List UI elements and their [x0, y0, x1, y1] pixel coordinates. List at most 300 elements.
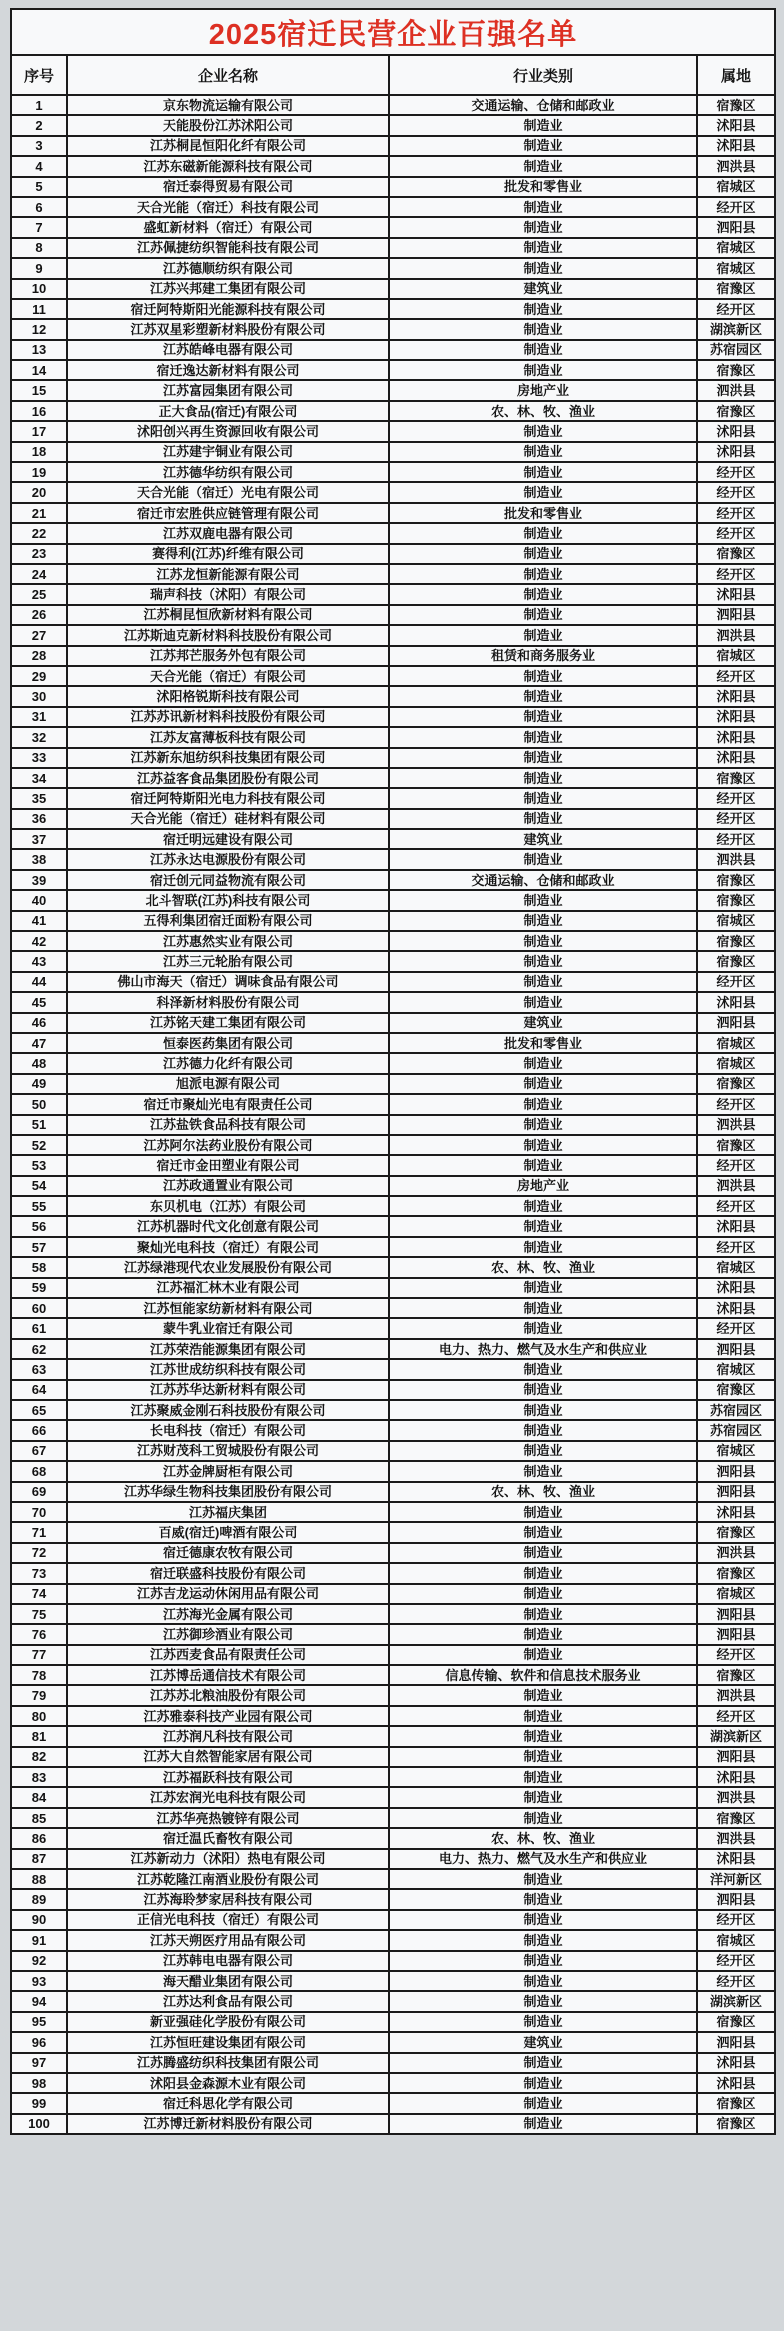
- industry-cell: 制造业: [389, 1318, 697, 1338]
- region-cell: 泗阳县: [697, 1747, 775, 1767]
- table-row: [11, 931, 775, 951]
- company-cell: 沭阳创兴再生资源回收有限公司: [67, 421, 389, 441]
- company-cell: 江苏德力化纤有限公司: [67, 1053, 389, 1073]
- region-cell: 沭阳县: [697, 1216, 775, 1236]
- region-cell: 宿城区: [697, 911, 775, 931]
- table-row: [11, 564, 775, 584]
- industry-cell: 制造业: [389, 1930, 697, 1950]
- region-cell: 泗阳县: [697, 1889, 775, 1909]
- company-cell: 江苏福汇林木业有限公司: [67, 1278, 389, 1298]
- rank-cell: 71: [11, 1522, 67, 1542]
- rank-cell: 69: [11, 1482, 67, 1502]
- region-cell: 宿豫区: [697, 951, 775, 971]
- industry-cell: 制造业: [389, 686, 697, 706]
- company-cell: 江苏腾盛纺织科技集团有限公司: [67, 2053, 389, 2073]
- company-cell: 江苏韩电电器有限公司: [67, 1951, 389, 1971]
- rank-cell: 50: [11, 1094, 67, 1114]
- region-cell: 泗洪县: [697, 1828, 775, 1848]
- industry-cell: 制造业: [389, 1359, 697, 1379]
- rank-cell: 36: [11, 809, 67, 829]
- region-cell: 泗阳县: [697, 605, 775, 625]
- region-cell: 沭阳县: [697, 748, 775, 768]
- region-cell: 泗洪县: [697, 1176, 775, 1196]
- region-cell: 宿豫区: [697, 2093, 775, 2113]
- table-row: [11, 462, 775, 482]
- region-cell: 经开区: [697, 503, 775, 523]
- company-cell: 宿迁明远建设有限公司: [67, 829, 389, 849]
- region-cell: 经开区: [697, 666, 775, 686]
- industry-cell: 制造业: [389, 1135, 697, 1155]
- region-cell: 泗阳县: [697, 217, 775, 237]
- region-cell: 经开区: [697, 299, 775, 319]
- rank-cell: 16: [11, 401, 67, 421]
- region-cell: 湖滨新区: [697, 319, 775, 339]
- company-cell: 江苏建宇铜业有限公司: [67, 442, 389, 462]
- company-cell: 江苏御珍酒业有限公司: [67, 1624, 389, 1644]
- rank-cell: 96: [11, 2032, 67, 2052]
- region-cell: 经开区: [697, 1155, 775, 1175]
- rank-cell: 41: [11, 911, 67, 931]
- region-cell: 宿豫区: [697, 2114, 775, 2134]
- table-row: [11, 319, 775, 339]
- rank-cell: 73: [11, 1563, 67, 1583]
- company-cell: 天能股份江苏沭阳公司: [67, 115, 389, 135]
- rank-cell: 8: [11, 238, 67, 258]
- company-cell: 恒泰医药集团有限公司: [67, 1033, 389, 1053]
- industry-cell: 信息传输、软件和信息技术服务业: [389, 1665, 697, 1685]
- company-cell: 聚灿光电科技（宿迁）有限公司: [67, 1237, 389, 1257]
- industry-cell: 制造业: [389, 1380, 697, 1400]
- company-cell: 江苏乾隆江南酒业股份有限公司: [67, 1869, 389, 1889]
- industry-cell: 制造业: [389, 319, 697, 339]
- industry-cell: 批发和零售业: [389, 1033, 697, 1053]
- industry-cell: 制造业: [389, 1543, 697, 1563]
- rank-cell: 5: [11, 177, 67, 197]
- industry-cell: 制造业: [389, 2114, 697, 2134]
- rank-cell: 47: [11, 1033, 67, 1053]
- company-cell: 五得利集团宿迁面粉有限公司: [67, 911, 389, 931]
- table-row: [11, 809, 775, 829]
- industry-cell: 建筑业: [389, 1013, 697, 1033]
- rank-cell: 87: [11, 1849, 67, 1869]
- industry-cell: 制造业: [389, 1420, 697, 1440]
- rank-cell: 28: [11, 646, 67, 666]
- region-cell: 经开区: [697, 972, 775, 992]
- table-row: [11, 1869, 775, 1889]
- rank-cell: 40: [11, 890, 67, 910]
- rank-cell: 55: [11, 1196, 67, 1216]
- table-row: [11, 503, 775, 523]
- table-row: [11, 1828, 775, 1848]
- title-row: [11, 9, 775, 55]
- region-cell: 宿城区: [697, 1930, 775, 1950]
- table-row: [11, 1971, 775, 1991]
- company-cell: 沭阳县金森源木业有限公司: [67, 2073, 389, 2093]
- region-cell: 泗洪县: [697, 625, 775, 645]
- industry-cell: 建筑业: [389, 279, 697, 299]
- table-row: [11, 421, 775, 441]
- rank-cell: 64: [11, 1380, 67, 1400]
- industry-cell: 制造业: [389, 2053, 697, 2073]
- company-cell: 江苏益客食品集团股份有限公司: [67, 768, 389, 788]
- industry-cell: 制造业: [389, 890, 697, 910]
- table-row: [11, 1094, 775, 1114]
- rank-cell: 70: [11, 1502, 67, 1522]
- region-cell: 沭阳县: [697, 1502, 775, 1522]
- rank-cell: 35: [11, 788, 67, 808]
- region-cell: 宿豫区: [697, 870, 775, 890]
- rank-cell: 23: [11, 544, 67, 564]
- table-row: [11, 544, 775, 564]
- region-cell: 宿豫区: [697, 1135, 775, 1155]
- region-cell: 沭阳县: [697, 686, 775, 706]
- region-cell: 沭阳县: [697, 992, 775, 1012]
- region-cell: 宿城区: [697, 1033, 775, 1053]
- table-row: [11, 1726, 775, 1746]
- company-cell: 江苏达利食品有限公司: [67, 1991, 389, 2011]
- company-cell: 江苏龙恒新能源有限公司: [67, 564, 389, 584]
- industry-cell: 制造业: [389, 2012, 697, 2032]
- region-cell: 沭阳县: [697, 1849, 775, 1869]
- region-cell: 经开区: [697, 1237, 775, 1257]
- industry-cell: 房地产业: [389, 1176, 697, 1196]
- industry-cell: 制造业: [389, 1237, 697, 1257]
- table-row: [11, 177, 775, 197]
- table-row: [11, 360, 775, 380]
- industry-cell: 制造业: [389, 1991, 697, 2011]
- company-cell: 东贝机电（江苏）有限公司: [67, 1196, 389, 1216]
- table-row: [11, 1257, 775, 1277]
- rank-cell: 80: [11, 1706, 67, 1726]
- rank-cell: 33: [11, 748, 67, 768]
- region-cell: 宿豫区: [697, 1380, 775, 1400]
- rank-cell: 44: [11, 972, 67, 992]
- industry-cell: 农、林、牧、渔业: [389, 1828, 697, 1848]
- company-cell: 宿迁德康农牧有限公司: [67, 1543, 389, 1563]
- region-cell: 经开区: [697, 1094, 775, 1114]
- company-cell: 江苏盐铁食品科技有限公司: [67, 1115, 389, 1135]
- company-cell: 江苏三元轮胎有限公司: [67, 951, 389, 971]
- rank-cell: 91: [11, 1930, 67, 1950]
- company-cell: 江苏桐昆恒阳化纤有限公司: [67, 136, 389, 156]
- rank-cell: 88: [11, 1869, 67, 1889]
- table-row: [11, 1278, 775, 1298]
- industry-cell: 制造业: [389, 115, 697, 135]
- rank-cell: 26: [11, 605, 67, 625]
- company-cell: 江苏邦芒服务外包有限公司: [67, 646, 389, 666]
- table-row: [11, 1645, 775, 1665]
- region-cell: 沭阳县: [697, 1767, 775, 1787]
- table-row: [11, 890, 775, 910]
- table-row: [11, 1053, 775, 1073]
- rank-cell: 14: [11, 360, 67, 380]
- industry-cell: 制造业: [389, 605, 697, 625]
- rank-cell: 59: [11, 1278, 67, 1298]
- rank-cell: 93: [11, 1971, 67, 1991]
- table-row: [11, 95, 775, 115]
- table-row: [11, 788, 775, 808]
- table-row: [11, 1502, 775, 1522]
- rank-cell: 85: [11, 1808, 67, 1828]
- company-cell: 江苏金牌厨柜有限公司: [67, 1461, 389, 1481]
- company-cell: 宿迁泰得贸易有限公司: [67, 177, 389, 197]
- table-row: [11, 1951, 775, 1971]
- industry-cell: 制造业: [389, 1563, 697, 1583]
- industry-cell: 制造业: [389, 1767, 697, 1787]
- industry-cell: 交通运输、仓储和邮政业: [389, 870, 697, 890]
- table-row: [11, 1420, 775, 1440]
- rank-cell: 62: [11, 1339, 67, 1359]
- table-row: [11, 666, 775, 686]
- table-row: [11, 1380, 775, 1400]
- table-row: [11, 197, 775, 217]
- company-cell: 宿迁阿特斯阳光能源科技有限公司: [67, 299, 389, 319]
- header-rank: 序号: [11, 55, 67, 95]
- industry-cell: 制造业: [389, 1889, 697, 1909]
- region-cell: 经开区: [697, 788, 775, 808]
- rank-cell: 27: [11, 625, 67, 645]
- industry-cell: 制造业: [389, 1747, 697, 1767]
- industry-cell: 制造业: [389, 1787, 697, 1807]
- rank-cell: 21: [11, 503, 67, 523]
- industry-cell: 制造业: [389, 992, 697, 1012]
- industry-cell: 制造业: [389, 748, 697, 768]
- table-row: [11, 1706, 775, 1726]
- table-row: [11, 768, 775, 788]
- region-cell: 沭阳县: [697, 115, 775, 135]
- industry-cell: 制造业: [389, 1706, 697, 1726]
- rank-cell: 12: [11, 319, 67, 339]
- rank-cell: 83: [11, 1767, 67, 1787]
- table-body: [11, 95, 775, 2134]
- table-row: [11, 380, 775, 400]
- region-cell: 经开区: [697, 462, 775, 482]
- company-cell: 科泽新材料股份有限公司: [67, 992, 389, 1012]
- company-cell: 宿迁逸达新材料有限公司: [67, 360, 389, 380]
- rank-cell: 86: [11, 1828, 67, 1848]
- industry-cell: 租赁和商务服务业: [389, 646, 697, 666]
- table-row: [11, 1318, 775, 1338]
- table-row: [11, 442, 775, 462]
- industry-cell: 制造业: [389, 768, 697, 788]
- table-row: [11, 1584, 775, 1604]
- rank-cell: 89: [11, 1889, 67, 1909]
- rank-cell: 61: [11, 1318, 67, 1338]
- top100-table: [10, 8, 776, 2135]
- rank-cell: 2: [11, 115, 67, 135]
- table-row: [11, 707, 775, 727]
- table-row: [11, 1787, 775, 1807]
- table-row: [11, 1176, 775, 1196]
- region-cell: 泗洪县: [697, 1685, 775, 1705]
- rank-cell: 54: [11, 1176, 67, 1196]
- rank-cell: 48: [11, 1053, 67, 1073]
- company-cell: 蒙牛乳业宿迁有限公司: [67, 1318, 389, 1338]
- company-cell: 江苏恒能家纺新材料有限公司: [67, 1298, 389, 1318]
- industry-cell: 制造业: [389, 360, 697, 380]
- table-row: [11, 727, 775, 747]
- industry-cell: 制造业: [389, 1604, 697, 1624]
- company-cell: 海天醋业集团有限公司: [67, 1971, 389, 1991]
- company-cell: 宿迁温氏畜牧有限公司: [67, 1828, 389, 1848]
- rank-cell: 100: [11, 2114, 67, 2134]
- rank-cell: 65: [11, 1400, 67, 1420]
- rank-cell: 60: [11, 1298, 67, 1318]
- table-row: [11, 1889, 775, 1909]
- company-cell: 新亚强硅化学股份有限公司: [67, 2012, 389, 2032]
- table-row: [11, 911, 775, 931]
- company-cell: 江苏财茂科工贸城股份有限公司: [67, 1441, 389, 1461]
- table-row: [11, 1196, 775, 1216]
- rank-cell: 79: [11, 1685, 67, 1705]
- company-cell: 江苏苏讯新材料科技股份有限公司: [67, 707, 389, 727]
- company-cell: 江苏阿尔法药业股份有限公司: [67, 1135, 389, 1155]
- company-cell: 江苏政通置业有限公司: [67, 1176, 389, 1196]
- company-cell: 天合光能（宿迁）硅材料有限公司: [67, 809, 389, 829]
- table-row: [11, 401, 775, 421]
- region-cell: 宿城区: [697, 1053, 775, 1073]
- industry-cell: 制造业: [389, 1726, 697, 1746]
- industry-cell: 制造业: [389, 217, 697, 237]
- industry-cell: 制造业: [389, 1584, 697, 1604]
- region-cell: 泗阳县: [697, 1604, 775, 1624]
- rank-cell: 53: [11, 1155, 67, 1175]
- industry-cell: 制造业: [389, 788, 697, 808]
- region-cell: 宿城区: [697, 258, 775, 278]
- table-row: [11, 1563, 775, 1583]
- table-row: [11, 748, 775, 768]
- industry-cell: 制造业: [389, 1522, 697, 1542]
- region-cell: 经开区: [697, 564, 775, 584]
- table-row: [11, 1665, 775, 1685]
- region-cell: 宿豫区: [697, 2012, 775, 2032]
- table-row: [11, 1074, 775, 1094]
- rank-cell: 18: [11, 442, 67, 462]
- rank-cell: 43: [11, 951, 67, 971]
- table-row: [11, 1115, 775, 1135]
- rank-cell: 77: [11, 1645, 67, 1665]
- table-row: [11, 1359, 775, 1379]
- industry-cell: 制造业: [389, 1400, 697, 1420]
- company-cell: 江苏斯迪克新材料科技股份有限公司: [67, 625, 389, 645]
- region-cell: 宿豫区: [697, 768, 775, 788]
- table-row: [11, 951, 775, 971]
- region-cell: 沭阳县: [697, 1278, 775, 1298]
- table-row: [11, 1808, 775, 1828]
- industry-cell: 批发和零售业: [389, 177, 697, 197]
- rank-cell: 38: [11, 849, 67, 869]
- header-row: [11, 55, 775, 95]
- company-cell: 江苏佩捷纺织智能科技有限公司: [67, 238, 389, 258]
- table-row: [11, 2114, 775, 2134]
- company-cell: 长电科技（宿迁）有限公司: [67, 1420, 389, 1440]
- table-row: [11, 646, 775, 666]
- industry-cell: 制造业: [389, 544, 697, 564]
- industry-cell: 制造业: [389, 1685, 697, 1705]
- company-cell: 京东物流运输有限公司: [67, 95, 389, 115]
- table-row: [11, 523, 775, 543]
- industry-cell: 制造业: [389, 625, 697, 645]
- company-cell: 江苏雅泰科技产业园有限公司: [67, 1706, 389, 1726]
- rank-cell: 67: [11, 1441, 67, 1461]
- region-cell: 宿豫区: [697, 1563, 775, 1583]
- region-cell: 沭阳县: [697, 442, 775, 462]
- region-cell: 泗洪县: [697, 1115, 775, 1135]
- rank-cell: 30: [11, 686, 67, 706]
- company-cell: 天合光能（宿迁）科技有限公司: [67, 197, 389, 217]
- rank-cell: 51: [11, 1115, 67, 1135]
- table-row: [11, 1849, 775, 1869]
- region-cell: 沭阳县: [697, 2073, 775, 2093]
- region-cell: 泗洪县: [697, 849, 775, 869]
- company-cell: 江苏世成纺织科技有限公司: [67, 1359, 389, 1379]
- industry-cell: 电力、热力、燃气及水生产和供应业: [389, 1339, 697, 1359]
- industry-cell: 制造业: [389, 1645, 697, 1665]
- industry-cell: 农、林、牧、渔业: [389, 401, 697, 421]
- industry-cell: 制造业: [389, 1624, 697, 1644]
- company-cell: 江苏东磁新能源科技有限公司: [67, 156, 389, 176]
- industry-cell: 制造业: [389, 1808, 697, 1828]
- region-cell: 沭阳县: [697, 136, 775, 156]
- company-cell: 天合光能（宿迁）光电有限公司: [67, 482, 389, 502]
- table-row: [11, 279, 775, 299]
- table-row: [11, 1522, 775, 1542]
- header-region: 属地: [697, 55, 775, 95]
- region-cell: 泗洪县: [697, 380, 775, 400]
- rank-cell: 68: [11, 1461, 67, 1481]
- industry-cell: 制造业: [389, 136, 697, 156]
- region-cell: 宿豫区: [697, 279, 775, 299]
- company-cell: 江苏铭天建工集团有限公司: [67, 1013, 389, 1033]
- industry-cell: 制造业: [389, 972, 697, 992]
- company-cell: 江苏润凡科技有限公司: [67, 1726, 389, 1746]
- industry-cell: 制造业: [389, 197, 697, 217]
- company-cell: 江苏绿港现代农业发展股份有限公司: [67, 1257, 389, 1277]
- company-cell: 江苏友富薄板科技有限公司: [67, 727, 389, 747]
- region-cell: 泗阳县: [697, 2032, 775, 2052]
- company-cell: 江苏兴邦建工集团有限公司: [67, 279, 389, 299]
- region-cell: 宿城区: [697, 646, 775, 666]
- company-cell: 江苏福跃科技有限公司: [67, 1767, 389, 1787]
- table-row: [11, 972, 775, 992]
- company-cell: 瑞声科技（沭阳）有限公司: [67, 584, 389, 604]
- company-cell: 江苏大自然智能家居有限公司: [67, 1747, 389, 1767]
- table-row: [11, 217, 775, 237]
- industry-cell: 制造业: [389, 849, 697, 869]
- region-cell: 经开区: [697, 1645, 775, 1665]
- table-row: [11, 156, 775, 176]
- rank-cell: 78: [11, 1665, 67, 1685]
- region-cell: 泗阳县: [697, 1013, 775, 1033]
- table-row: [11, 1400, 775, 1420]
- table-row: [11, 1298, 775, 1318]
- company-cell: 江苏吉龙运动休闲用品有限公司: [67, 1584, 389, 1604]
- rank-cell: 94: [11, 1991, 67, 2011]
- rank-cell: 19: [11, 462, 67, 482]
- rank-cell: 46: [11, 1013, 67, 1033]
- table-row: [11, 584, 775, 604]
- rank-cell: 39: [11, 870, 67, 890]
- region-cell: 宿豫区: [697, 1665, 775, 1685]
- rank-cell: 82: [11, 1747, 67, 1767]
- company-cell: 宿迁创元同益物流有限公司: [67, 870, 389, 890]
- table-row: [11, 340, 775, 360]
- region-cell: 宿城区: [697, 1257, 775, 1277]
- industry-cell: 制造业: [389, 1094, 697, 1114]
- company-cell: 宿迁市聚灿光电有限责任公司: [67, 1094, 389, 1114]
- page-title: 2025宿迁民营企业百强名单: [11, 9, 775, 55]
- table-row: [11, 1910, 775, 1930]
